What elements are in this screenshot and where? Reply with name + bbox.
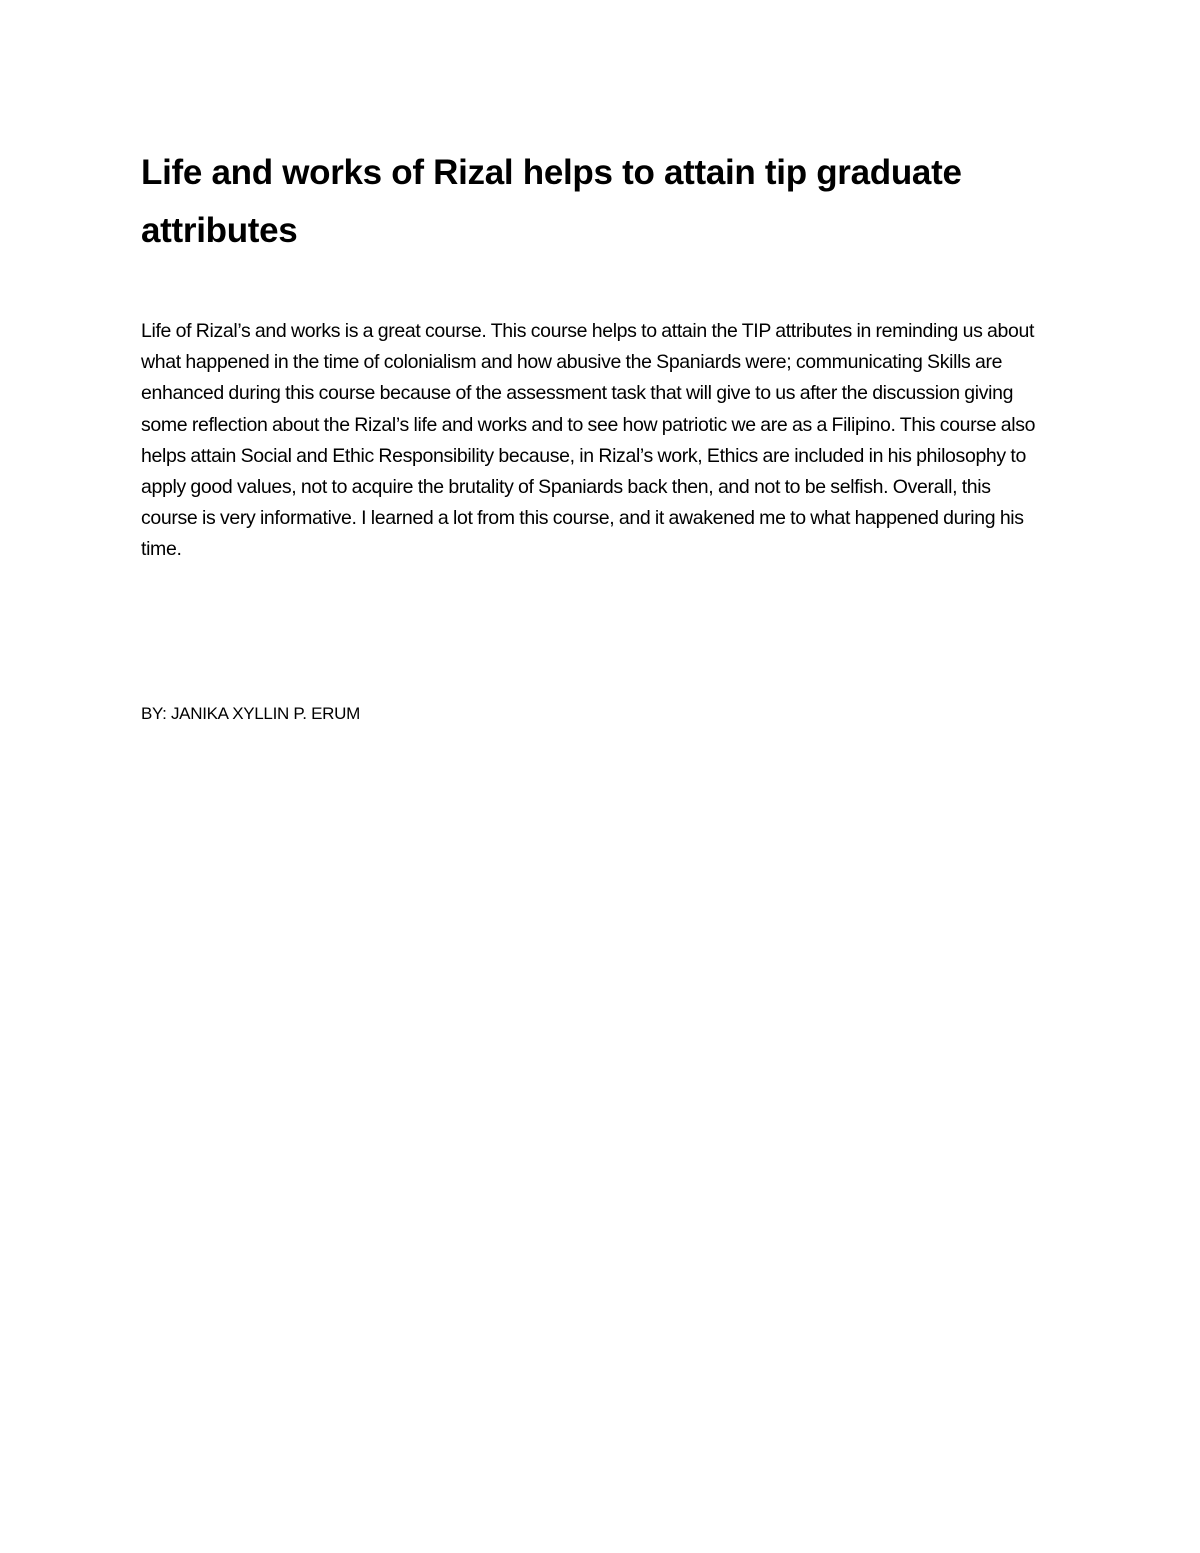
author-byline: BY: JANIKA XYLLIN P. ERUM [141,704,360,723]
document-body-paragraph: Life of Rizal’s and works is a great course. This course helps to attain the TIP attributes in reminding us about what happened in the time of colonialism and how abusive the Spaniards were; communicating Skills are enhanced during this course because of the assessment task that will give to us after the discussion giving some reflection about the Rizal’s life and works and to see how patriotic we are as a Filipino. This course also helps attain Social and Ethic Responsibility because, in Rizal’s work, Ethics are included in his philosophy to apply good values, not to acquire the brutality of Spaniards back then, and not to be selfish. Overall, this course is very informative. I learned a lot from this course, and it awakened me to what happened during his time. [141,320,1036,561]
document-title: Life and works of Rizal helps to attain tip graduate attributes [141,153,962,250]
